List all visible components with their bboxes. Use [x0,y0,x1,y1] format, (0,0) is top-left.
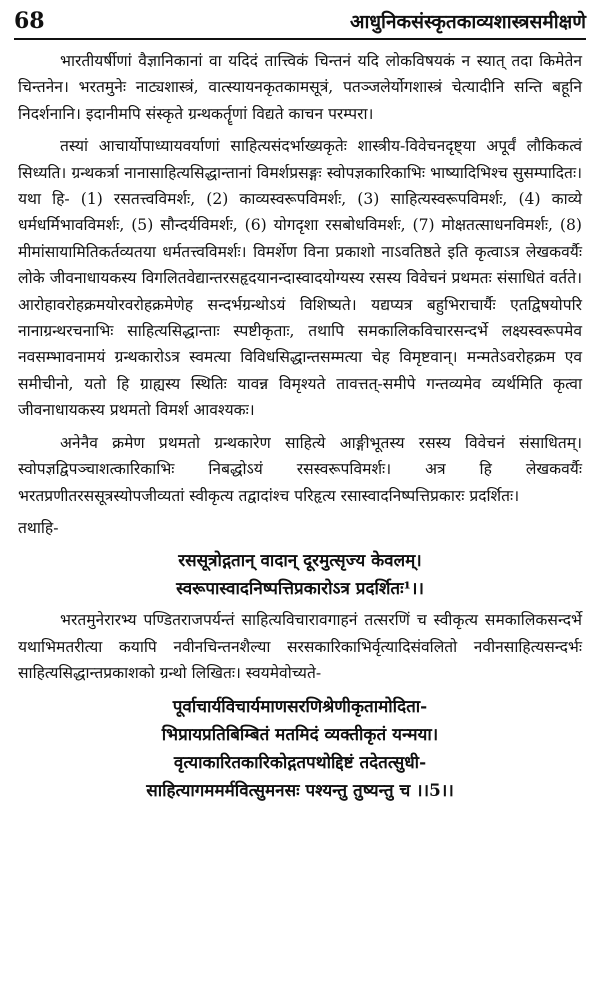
page-header [14,6,586,36]
paragraph-4: भरतमुनेरारभ्य पण्डितराजपर्यन्तं साहित्यविचारावगाहनं तत्सरणिं च स्वीकृत्य समकालिकसन्दर्भे यथाभिमतरीत्या कयापि नवीनचिन्तनशैल्या सरसकारिकाभिर्वृत्यादिसंवलितो नवीनसाहित्यसन्दर्भः साहित्यसिद्धान्तप्रकाशको ग्रन्थो लिखितः। स्वयमेवोच्यते- [18,611,582,683]
header-rule [14,38,586,40]
verse-2-line-2: भिप्रायप्रतिबिम्बितं मतमिदं व्यक्तीकृतं यन्मया। [161,724,439,745]
paragraph-1: भारतीयर्षीणां वैज्ञानिकानां वा यदिदं तात्त्विकं चिन्तनं यदि लोकविषयकं न स्यात् तदा किमेतेन चिन्तनेन। भरतमुनेः नाट्यशास्त्रं, वात्स्यायनकृतकामसूत्रं, पतञ्जलेर्योगशास्त्रं चेत्यादीनि सन्ति बहूनि निदर्शनानि। इदानीमपि संस्कृते ग्रन्थकर्तॄणां विद्यते काचन परम्परा। [18,52,582,123]
verse-2-line-4: साहित्यागममर्मवित्सुमनसः पश्यन्तु तुष्यन्तु च ।।5।। [146,780,454,801]
verse-1-line-2: स्वरूपास्वादनिष्पत्तिप्रकारोऽत्र प्रदर्शितः¹।। [176,579,424,600]
page-body [18,48,582,809]
verse-2-line-1: पूर्वाचार्यविचार्यमाणसरणिश्रेणीकृतामोदिता- [172,696,428,717]
verse-2-line-3: वृत्याकारितकारिकोद्गतपथोद्दिष्टं तदेतत्सुधी- [173,752,427,773]
page-number: 68 [14,8,45,34]
running-title: आधुनिकसंस्कृतकाव्यशास्त्रसमीक्षणे [349,11,586,33]
verse-1-line-1: रससूत्रोद्गतान् वादान् दूरमुत्सृज्य केवलम्। [178,551,422,572]
verse-1 [18,547,582,603]
verse-2 [18,693,582,805]
paragraph-2: तस्यां आचार्योपाध्यायवर्याणां साहित्यसंदर्भाख्यकृतेः शास्त्रीय-विवेचनदृष्ट्या अपूर्वं लौकिकत्वं सिध्यति। ग्रन्थकर्त्रा नानासाहित्यसिद्धान्तानां विमर्शप्रसङ्गः स्वोपज्ञकारिकाभिः भाष्यादिभिश्च सुसम्पादितः। यथा हि- (1) रसतत्त्वविमर्शः, (2) काव्यस्वरूपविमर्शः, (3) साहित्यस्वरूपविमर्शः, (4) काव्ये धर्मधर्मिभावविमर्शः, (5) सौन्दर्यविमर्शः, (6) योगदृशा रसबोधविमर्शः, (7) मोक्षतत्साधनविमर्शः, (8) मीमांसायामितिकर्तव्यतया धर्मतत्त्वविमर्शः। विमर्शेण विना प्रकाशो नाऽवतिष्ठते इति कृत्वाऽत्र लेखकवर्यैः लोके जीवनाधायकस्य विगलितवेद्यान्तरसहृदयानन्दास्वादयोग्यस्य रसस्य विवेचनं प्रथमतः संसाधितं वर्तते। आरोहावरोहक्रमयोरवरोहक्रमेणेह सन्दर्भग्रन्थोऽयं विशिष्यते। यद्यप्यत्र बहुभिराचार्यैः एतद्विषयोपरि नानाग्रन्थरचनाभिः साहित्यसिद्धान्ताः स्पष्टीकृताः, तथापि समकालिकविचारसन्दर्भे लक्ष्यस्वरूपमेव नवसम्भावनामयं ग्रन्थकारोऽत्र स्वमत्या विविधसिद्धान्तसम्मत्या चेह विमृष्टवान्। मन्मतेऽवरोहक्रम एव समीचीनो, यतो हि ग्राह्यस्य स्थितिः यावन्न विमृश्यते तावत्तत्-समीपे गन्तव्यमेव व्यर्थमिति कृत्वा जीवनाधायकस्य प्रथमतो विमर्श आवश्यकः। [18,137,582,420]
paragraph-3: अनेनैव क्रमेण प्रथमतो ग्रन्थकारेण साहित्ये आङ्गीभूतस्य रसस्य विवेचनं संसाधितम्। स्वोपज्ञद्विपञ्चाशत्कारिकाभिः निबद्धोऽयं रसस्वरूपविमर्शः। अत्र हि लेखकवर्यैः भरतप्रणीतरससूत्रस्योपजीव्यतां स्वीकृत्य तद्वादांश्च परिहृत्य रसास्वादनिष्पत्तिप्रकारः प्रदर्शितः। [18,433,582,505]
tathahi-line: तथाहि- [18,518,59,537]
